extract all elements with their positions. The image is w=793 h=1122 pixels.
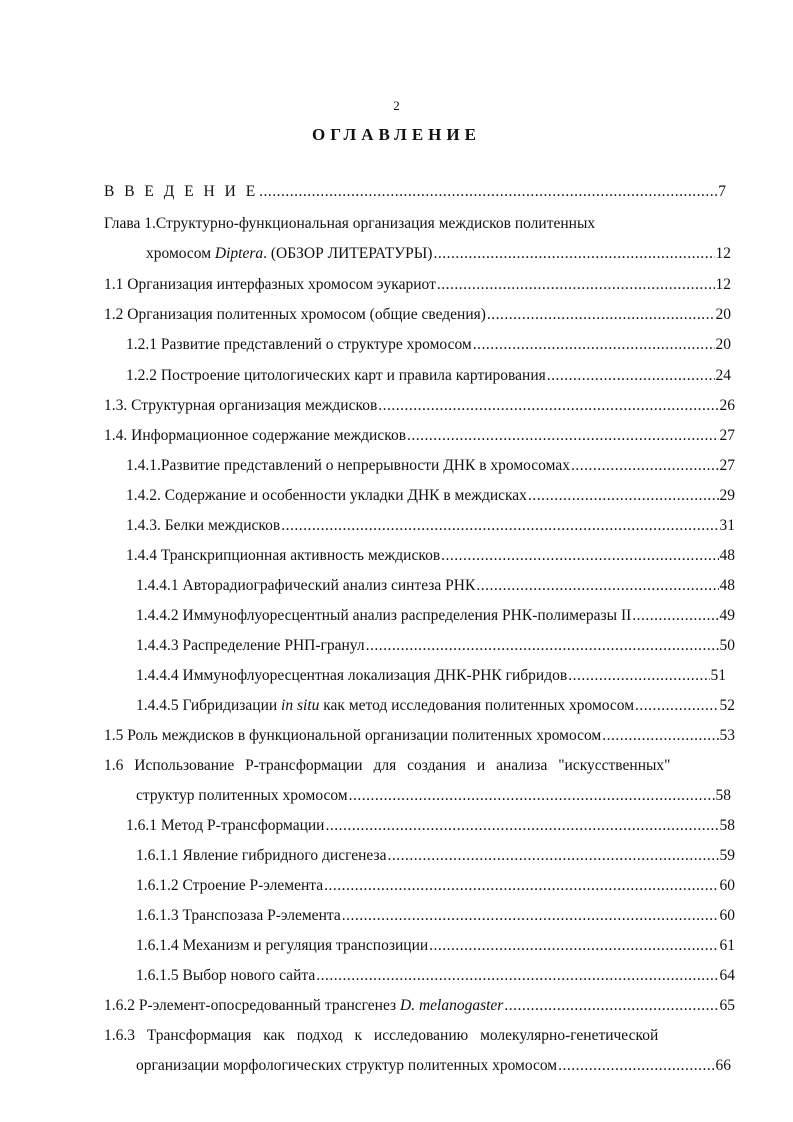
toc-entry[interactable] xyxy=(126,486,735,506)
toc-entry-title: 1.4.1.Развитие представлений о непрерывности ДНК в хромосомах xyxy=(126,457,570,474)
toc-entry[interactable] xyxy=(104,756,735,776)
leader-dots xyxy=(558,1056,714,1076)
toc-entry-title: структур политенных хромосом xyxy=(136,787,348,804)
toc-entry-title: 1.6.1 Метод Р-трансформации xyxy=(126,817,325,834)
toc-entry-page: 26 xyxy=(719,397,735,414)
toc-entry[interactable] xyxy=(136,876,735,896)
leader-dots xyxy=(324,876,718,896)
leader-dots xyxy=(378,396,718,416)
toc-entry[interactable] xyxy=(136,576,735,596)
toc-entry-page: 7 xyxy=(718,183,726,200)
toc-entry-title: 1.4.4.2 Иммунофлуоресцентный анализ распределения РНК-полимеразы II xyxy=(136,607,632,624)
toc-entry-title: 1.4.4.5 Гибридизации in situ как метод исследования политенных хромосом xyxy=(136,697,635,714)
toc-entry[interactable] xyxy=(136,936,735,956)
toc-entry[interactable] xyxy=(136,846,735,866)
toc-entry-page: 48 xyxy=(719,577,735,594)
toc-entry-title: 1.4.4.1 Авторадиографический анализ синтеза РНК xyxy=(136,577,476,594)
toc-entry-page: 59 xyxy=(719,847,735,864)
toc-entry-page: 66 xyxy=(715,1057,731,1074)
leader-dots xyxy=(437,275,715,295)
toc-entry[interactable] xyxy=(136,906,735,926)
toc-entry-page: 52 xyxy=(719,697,735,714)
toc-entry[interactable] xyxy=(136,696,735,716)
toc-entry-page: 60 xyxy=(719,877,735,894)
leader-dots xyxy=(473,335,715,355)
toc-entry-title: 1.4.4.4 Иммунофлуоресцентная локализация ДНК-РНК гибридов xyxy=(136,667,568,684)
toc-entry-title: 1.6.1.4 Механизм и регуляция транспозиции xyxy=(136,937,429,954)
toc-entry-page: 29 xyxy=(719,487,735,504)
toc-entry-page: 48 xyxy=(719,547,735,564)
toc-entry-title: 1.5 Роль междисков в функциональной организации политенных хромосом xyxy=(104,727,602,744)
toc-entry[interactable] xyxy=(136,606,735,626)
toc-entry-title: 1.2 Организация политенных хромосом (общие сведения) xyxy=(104,306,486,323)
toc-entry[interactable] xyxy=(136,636,735,656)
toc-entry[interactable] xyxy=(126,456,735,476)
leader-dots xyxy=(407,426,718,446)
leader-dots xyxy=(429,936,718,956)
leader-dots xyxy=(487,305,715,325)
leader-dots xyxy=(602,726,718,746)
toc-entry-page: 24 xyxy=(715,367,731,384)
toc-entry[interactable] xyxy=(136,666,726,686)
leader-dots xyxy=(528,486,719,506)
leader-dots xyxy=(387,846,718,866)
toc-entry[interactable] xyxy=(104,996,735,1016)
toc-entry[interactable] xyxy=(146,244,731,264)
toc-entry-title: 1.4.4 Транскрипционная активность междисков xyxy=(126,547,441,564)
toc-entry[interactable] xyxy=(126,816,735,836)
leader-dots xyxy=(441,546,718,566)
toc-entry[interactable] xyxy=(136,1056,731,1076)
toc-entry-title: 1.4.3. Белки междисков xyxy=(126,517,281,534)
leader-dots xyxy=(259,182,717,202)
toc-entry-page: 20 xyxy=(715,306,731,323)
toc-entry-page: 50 xyxy=(719,637,735,654)
page-number: 2 xyxy=(393,98,400,113)
toc-entry-title: 1.4.4.3 Распределение РНП-гранул xyxy=(136,637,365,654)
toc-entry-page: 20 xyxy=(715,336,731,353)
toc-entry-title: 1.6.1.5 Выбор нового сайта xyxy=(136,967,316,984)
toc-entry[interactable] xyxy=(104,275,731,295)
toc-entry-title: 1.6.1.3 Транспозаза Р-элемента xyxy=(136,907,341,924)
leader-dots xyxy=(476,576,718,596)
leader-dots xyxy=(632,606,718,626)
leader-dots xyxy=(547,366,715,386)
toc-entry-page: 53 xyxy=(719,727,735,744)
leader-dots xyxy=(433,244,714,264)
toc-entry-title: организации морфологических структур политенных хромосом xyxy=(136,1057,558,1074)
leader-dots xyxy=(342,906,719,926)
toc-entry-title: Глава 1.Структурно-функциональная организация междисков политенных xyxy=(104,215,596,232)
toc-entry-page: 27 xyxy=(719,427,735,444)
toc-entry[interactable] xyxy=(104,1026,735,1046)
toc-entry-title: 1.2.1 Развитие представлений о структуре хромосом xyxy=(126,336,472,353)
leader-dots xyxy=(349,786,715,806)
toc-entry-title: хромосом Diptera. (ОБЗОР ЛИТЕРАТУРЫ) xyxy=(146,245,433,262)
toc-entry[interactable] xyxy=(104,305,731,325)
toc-entry-page: 65 xyxy=(719,997,735,1014)
toc-entry-title: 1.6.3 Трансформация как подход к исследованию молекулярно-генетической xyxy=(104,1027,659,1044)
toc-entry-page: 61 xyxy=(719,937,735,954)
toc-entry-title: 1.6.1.1 Явление гибридного дисгенеза xyxy=(136,847,387,864)
leader-dots xyxy=(316,966,718,986)
toc-entry-title: 1.6 Использование Р-трансформации для создания и анализа "искусственных" xyxy=(104,757,671,774)
toc-entry[interactable] xyxy=(126,366,731,386)
toc-entry-page: 27 xyxy=(719,457,735,474)
toc-entry-title: 1.1 Организация интерфазных хромосом эукариот xyxy=(104,276,436,293)
toc-entry[interactable] xyxy=(126,335,731,355)
toc-entry[interactable] xyxy=(126,516,735,536)
toc-entry-page: 12 xyxy=(715,276,731,293)
toc-entry-page: 12 xyxy=(715,245,731,262)
toc-entry-page: 64 xyxy=(719,967,735,984)
toc-entry[interactable] xyxy=(104,426,735,446)
toc-entry-page: 58 xyxy=(715,787,731,804)
leader-dots xyxy=(366,636,719,656)
toc-entry[interactable] xyxy=(136,966,735,986)
leader-dots xyxy=(635,696,718,716)
toc-entry-page: 31 xyxy=(719,517,735,534)
toc-entry[interactable] xyxy=(104,726,735,746)
leader-dots xyxy=(504,996,718,1016)
toc-entry-title: 1.4. Информационное содержание междисков xyxy=(104,427,407,444)
toc-entry[interactable] xyxy=(104,182,726,202)
toc-entry-page: 51 xyxy=(710,667,726,684)
toc-entry[interactable] xyxy=(136,786,731,806)
toc-entry-title: 1.4.2. Содержание и особенности укладки ДНК в междисках xyxy=(126,487,527,504)
toc-entry-title: 1.2.2 Построение цитологических карт и правила картирования xyxy=(126,367,546,384)
toc-entry-page: 60 xyxy=(719,907,735,924)
page-title: ОГЛАВЛЕНИЕ xyxy=(312,125,481,144)
toc-entry-page: 58 xyxy=(719,817,735,834)
toc-entry[interactable] xyxy=(104,396,735,416)
leader-dots xyxy=(325,816,718,836)
leader-dots xyxy=(571,456,719,476)
toc-entry-title: В В Е Д Е Н И Е xyxy=(104,183,259,200)
toc-entry[interactable] xyxy=(104,214,595,234)
leader-dots xyxy=(568,666,709,686)
toc-entry[interactable] xyxy=(126,546,735,566)
toc-entry-title: 1.3. Структурная организация междисков xyxy=(104,397,378,414)
toc-entry-page: 49 xyxy=(719,607,735,624)
toc-entry-title: 1.6.2 Р-элемент-опосредованный трансгенез D. melanogaster xyxy=(104,997,504,1014)
toc-entry-title: 1.6.1.2 Строение Р-элемента xyxy=(136,877,324,894)
leader-dots xyxy=(281,516,718,536)
